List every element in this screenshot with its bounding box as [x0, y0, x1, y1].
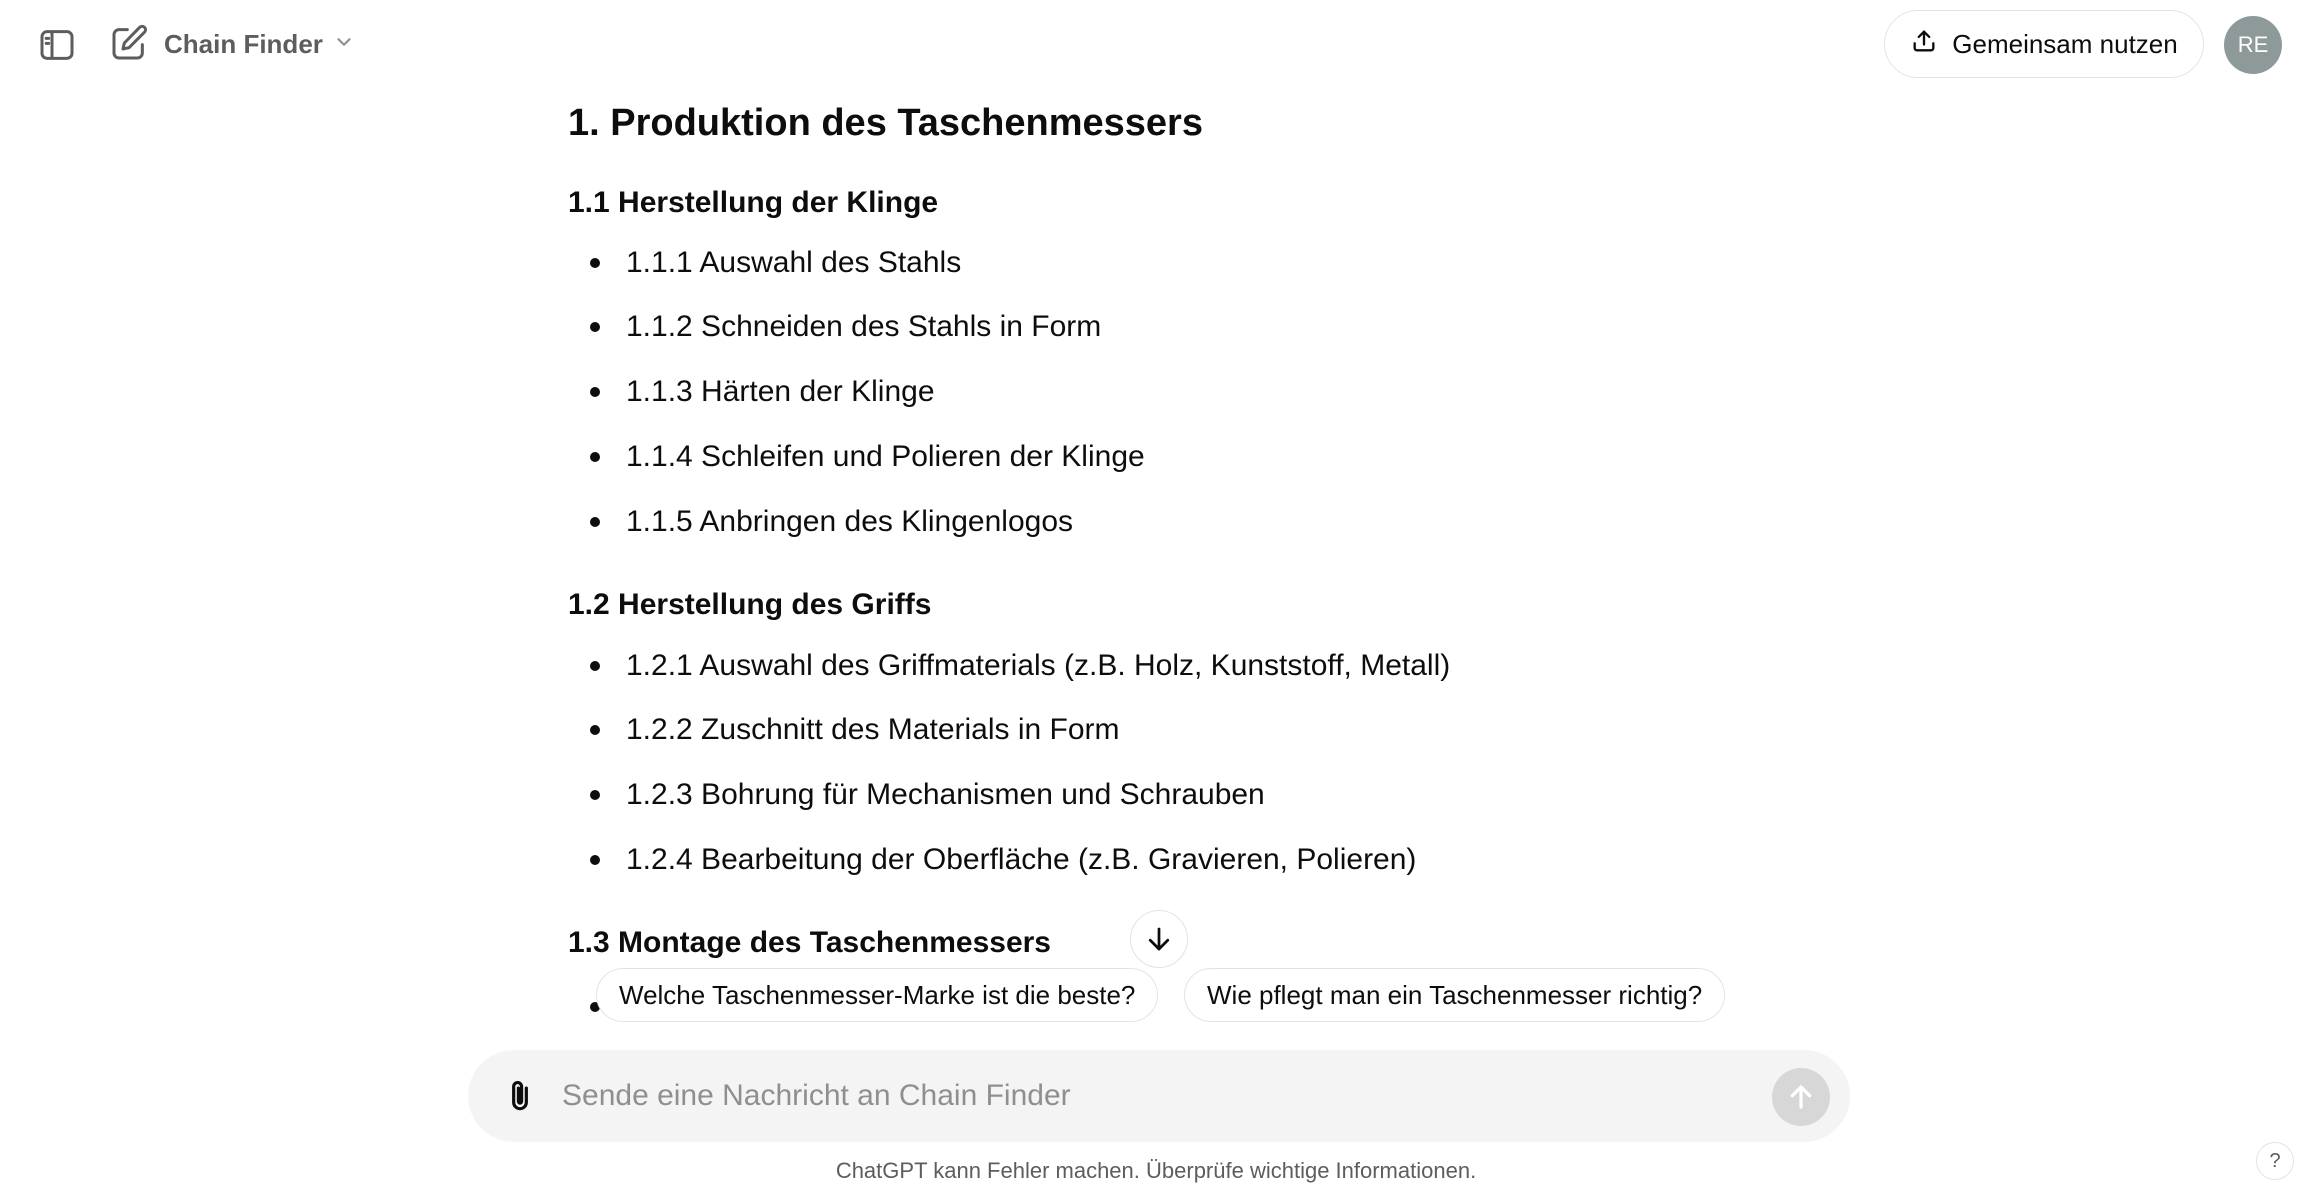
section-title: 1.1 Herstellung der Klinge	[568, 186, 939, 219]
scroll-down-button[interactable]	[1130, 910, 1188, 968]
section-title: 1.2 Herstellung des Griffs	[568, 588, 932, 621]
message-composer	[468, 1050, 1850, 1142]
list-item: 1.2.2 Zuschnitt des Materials in Form	[568, 713, 1120, 747]
document-heading: 1. Produktion des Taschenmessers	[568, 102, 1203, 144]
list-item: 1.1.2 Schneiden des Stahls in Form	[568, 310, 1101, 344]
list-item: 1.2.1 Auswahl des Griffmaterials (z.B. Holz, Kunststoff, Metall)	[568, 649, 1450, 683]
help-button[interactable]: ?	[2256, 1142, 2294, 1180]
suggestion-chip[interactable]: Wie pflegt man ein Taschenmesser richtig?	[1184, 968, 1725, 1022]
model-switcher[interactable]	[164, 24, 355, 64]
list-item: 1.1.3 Härten der Klinge	[568, 375, 935, 409]
share-icon	[1910, 27, 1938, 62]
paperclip-icon[interactable]	[498, 1074, 542, 1118]
share-label: Gemeinsam nutzen	[1952, 28, 2178, 59]
arrow-down-icon	[1144, 924, 1174, 954]
list-item: 1.1.1 Auswahl des Stahls	[568, 246, 961, 280]
top-bar	[0, 0, 2312, 88]
sidebar-toggle-icon[interactable]	[34, 22, 80, 68]
list-item: 1.2.4 Bearbeitung der Oberfläche (z.B. Gravieren, Polieren)	[568, 843, 1416, 877]
disclaimer-text: ChatGPT kann Fehler machen. Überprüfe wichtige Informationen.	[835, 1158, 1477, 1183]
arrow-up-icon	[1786, 1082, 1816, 1112]
model-name: Chain Finder	[164, 28, 323, 59]
list-item: 1.2.3 Bohrung für Mechanismen und Schrauben	[568, 778, 1265, 812]
section-title: 1.3 Montage des Taschenmessers	[568, 926, 1051, 959]
send-button[interactable]	[1772, 1068, 1830, 1126]
avatar[interactable]: RE	[2224, 16, 2282, 74]
message-input[interactable]	[560, 1070, 1710, 1122]
list-item: 1.1.4 Schleifen und Polieren der Klinge	[568, 440, 1145, 474]
suggestion-chip[interactable]: Welche Taschenmesser-Marke ist die beste?	[596, 968, 1158, 1022]
list-item: 1.1.5 Anbringen des Klingenlogos	[568, 505, 1073, 539]
chevron-down-icon	[333, 31, 355, 58]
share-button[interactable]	[1884, 10, 2204, 78]
new-chat-icon[interactable]	[106, 20, 152, 66]
